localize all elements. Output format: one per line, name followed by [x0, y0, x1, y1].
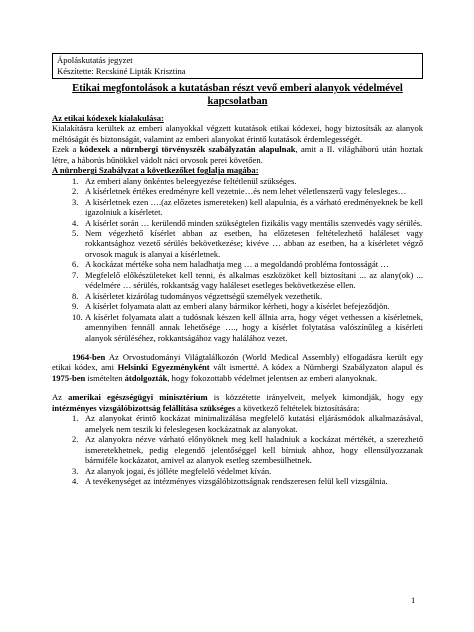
paragraph-nuremberg-basis: [52, 144, 423, 165]
list-item: 6. A kockázat mértéke soha nem haladhatja meg … a megoldandó probléma fontosságát …: [72, 259, 389, 270]
list-item: 9. A kísérlet folyamata alatt az emberi alany bármikor kérheti, hogy a kísérlet befejeződjön.: [72, 301, 390, 312]
list-item-text: A kísérlet folyamata alatt a tudósnak készen kell állnia arra, hogy véget vethessen a kísérletnek, amennyiben fennáll annak lehetősége …., hogy a kísérlet folytatása valószínűleg a kísérleti alanyok sérüléséhez, rokkantságához vagy halálához vezet.: [85, 311, 423, 343]
list-item-text: A kockázat mértéke soha nem haladhatja meg … a megoldandó probléma fontosságát …: [85, 259, 389, 270]
bold-text-run: 1964-ben: [72, 351, 106, 362]
nuremberg-list: [52, 176, 423, 343]
list-item-text: Az emberi alany önkéntes beleegyezése feltétlenül szükséges.: [85, 175, 297, 186]
list-item: 2. Az alanyokra nézve várható előnyöknek meg kell haladniuk a kockázat mértékét, a szerezhető ismeretekhetnek, pedig elegendő jelentőséggel kell bírniuk ahhoz, hogy ellensúlyozzanak bármiféle kockázatot, amivel az alanyok esetleg szembesülhetnek.: [72, 434, 423, 466]
text-run: , hogy fokozottabb védelmet jelentsen az emberi alanyoknak.: [167, 372, 377, 383]
list-item-text: Az alanyok jogai, és jólléte megfelelő védelmet kíván.: [85, 465, 272, 476]
page-number: 1: [411, 595, 416, 605]
text-run: a következő feltételek biztosítására:: [235, 402, 360, 413]
text-run: is közzétette irányelveit, melyek kimondják, hogy egy: [207, 392, 423, 403]
list-item-text: A tevékenységet az intézményes vizsgálóbizottságnak rendszeresen felül kell vizsgálnia.: [85, 475, 388, 486]
text-run: Az: [52, 392, 69, 403]
list-item-text: A kísérlet folyamata alatt az emberi alany bármikor kérheti, hogy a kísérlet befejeződjön.: [85, 301, 390, 312]
list-item-text: A kísérletet kizárólag tudományos végzettségű személyek vezethetik.: [85, 290, 323, 301]
list-item-text: Nem végezhető kísérlet abban az esetben, ha előzetesen feltételezhető haláleset vagy rokkantsághoz vezető sérülés bekövetkezése; kivéve … abban az esetben, ha a kísérletet végző orvosok maguk is alanyai a kísérletnek.: [85, 227, 423, 259]
header-line-1: Ápoláskutatás jegyzet: [57, 55, 133, 65]
bold-text-run: kódexek a nürnbergi törvényszék szabályzatán alapulnak: [79, 144, 296, 155]
list-item: 5. Nem végezhető kísérlet abban az esetben, ha előzetesen feltételezhető haláleset vagy rokkantsághoz vezető sérülés bekövetkezése; kivéve … abban az esetben, ha a kísérletet végző orvosok maguk is alanyai a kísérletnek.: [72, 227, 423, 259]
section-heading-nuremberg: A nürnbergi Szabályzat a következőket foglalja magába:: [52, 165, 259, 176]
list-item: 3. A kísérletnek ezen ….(az előzetes ismereteken) kell alapulnia, és a várható eredményeknek be kell igazolniuk a kísérletet.: [72, 196, 423, 218]
list-item: 1. Az emberi alany önkéntes beleegyezése feltétlenül szükséges.: [72, 175, 297, 186]
list-item-text: A kísérlet során … kerülendő minden szükségtelen fizikális vagy mentális szenvedés vagy sérülés.: [85, 217, 423, 228]
bold-text-run: Helsinki Egyezményként: [117, 362, 210, 373]
bold-text-run: amerikai egészségügyi minisztérium: [68, 392, 208, 403]
list-item: 3. Az alanyok jogai, és jólléte megfelelő védelmet kíván.: [72, 465, 272, 476]
list-item-text: A kísérletnek ezen ….(az előzetes ismereteken) kell alapulnia, és a várható eredményeknek be kell igazolniuk a kísérletet.: [85, 196, 423, 218]
list-item: 4. A kísérlet során … kerülendő minden szükségtelen fizikális vagy mentális szenvedés vagy sérülés.: [72, 217, 423, 228]
list-item: 4. A tevékenységet az intézményes vizsgálóbizottságnak rendszeresen felül kell vizsgálnia.: [72, 475, 388, 486]
paragraph-us-ministry: [52, 392, 423, 413]
list-item: 1. Az alanyokat érintő kockázat minimalizálása megfelelő kutatási eljárásmódok alkalmazásával, amelyek nem teszik ki feleslegesen kockázatnak az alanyokat.: [72, 413, 423, 434]
review-board-list: [52, 413, 423, 486]
list-item-text: Megfelelő előkészületeket kell tenni, és alkalmas eszközöket kell biztosítani ... az alany(ok) ... védelmére … sérülés, rokkantság vagy haláleset esetleges bekövetkezése ellen.: [85, 269, 423, 291]
document-body: [52, 113, 423, 486]
list-item: 2. A kísérletnek értékes eredményre kell vezetnie…és nem lehet véletlenszerű vagy felesleges…: [72, 186, 407, 197]
text-run: vált ismertté. A kódex a Nürnbergi Szabályzaton alapul és: [209, 362, 423, 373]
text-run: ismételten: [85, 372, 125, 383]
bold-text-run: intézményes vizsgálóbizottság felállítása szükséges: [52, 402, 236, 413]
bold-text-run: átdolgozták: [124, 372, 168, 383]
text-run: , amit a II. világháború után hoztak létre, a háborús bűnökkel vádolt náci orvosok perei követően.: [52, 144, 423, 165]
bold-text-run: 1975-ben: [52, 372, 86, 383]
list-item-text: A kísérletnek értékes eredményre kell vezetnie…és nem lehet véletlenszerű vagy felesleges…: [85, 186, 407, 197]
list-item: 7. Megfelelő előkészületeket kell tenni, és alkalmas eszközöket kell biztosítani ... az alany(ok) ... védelmére … sérülés, rokkantság vagy haláleset esetleges bekövetkezése ellen.: [72, 269, 423, 291]
paragraph-helsinki: [52, 352, 423, 383]
header-box: [52, 53, 423, 79]
paragraph-codes-intro: Kialakításra kerültek az emberi alanyokkal végzett kutatások etikai kódexei, hogy biztosítsák az alanyok méltóságát és biztonságát, valamint az emberi alanyokat érintő kutatások érdemlegességét.: [52, 123, 423, 144]
list-item: 10. A kísérlet folyamata alatt a tudósnak készen kell állnia arra, hogy véget vethessen a kísérletnek, amennyiben fennáll annak lehetősége …., hogy a kísérlet folytatása valószínűleg a kísérleti alanyok sérüléséhez, rokkantságához vagy halálához vezet.: [72, 311, 423, 343]
list-item: 8. A kísérletet kizárólag tudományos végzettségű személyek vezethetik.: [72, 290, 323, 301]
section-heading-codes: Az etikai kódexek kialakulása:: [52, 113, 164, 123]
text-run: Az Orvostudományi Világtalálkozón (World Medical Assembly) elfogadásra került egy etikai kódex, ami: [52, 351, 423, 373]
list-item-text: Az alanyokat érintő kockázat minimalizálása megfelelő kutatási eljárásmódok alkalmazásával, amelyek nem teszik ki feleslegesen kockázatnak az alanyokat.: [85, 413, 423, 434]
document-title: Etikai megfontolások a kutatásban részt vevő emberi alanyok védelmével kapcsolatban: [72, 83, 403, 107]
text-run: Ezek a: [52, 144, 80, 155]
list-item-text: Az alanyokra nézve várható előnyöknek meg kell haladniuk a kockázat mértékét, a szerezhető ismeretekhetnek, pedig elegendő jelentőséggel kell bírniuk ahhoz, hogy ellensúlyozzanak bármiféle kockázatot, amivel az alanyok esetleg szembesülhetnek.: [85, 434, 423, 466]
header-line-2: Készítette: Recskiné Lipták Krisztina: [57, 65, 186, 76]
